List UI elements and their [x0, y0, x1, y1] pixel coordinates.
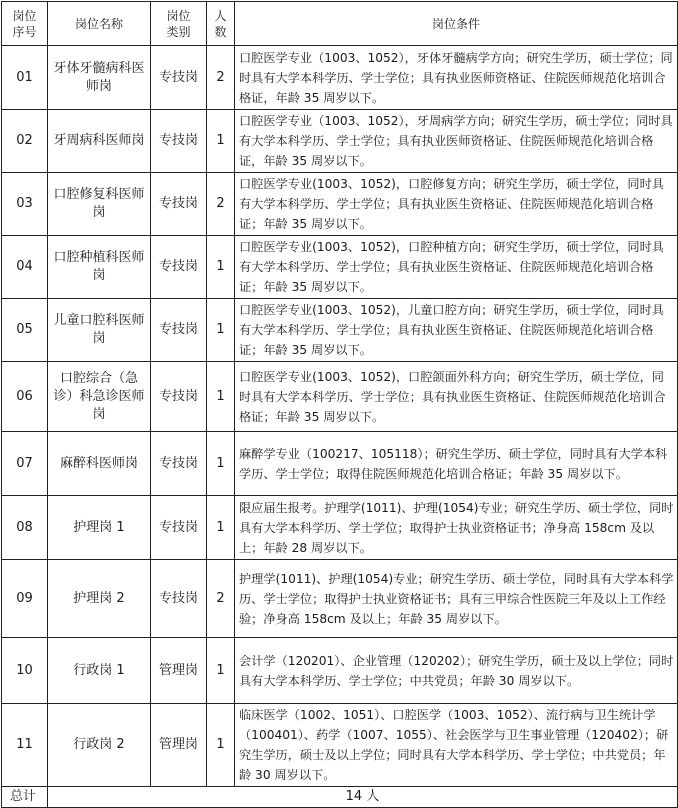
table-row	[2, 173, 678, 236]
row-conditions: 临床医学（1002、1051）、口腔医学（1003、1052）、流行病与卫生统计学（100401）、药学（1007、1055）、社会医学与卫生事业管理（120402）；研究生学历，硕士及以上学位；同时具有大学本科学历、学士学位；中共党员；年龄 30 周岁以下。	[235, 704, 678, 787]
row-type: 管理岗	[151, 704, 207, 787]
row-name: 口腔修复科医师岗	[48, 173, 151, 236]
total-label: 总计	[2, 787, 48, 808]
row-count: 1	[207, 362, 235, 432]
row-type: 专技岗	[151, 299, 207, 362]
table-row	[2, 236, 678, 299]
header-name: 岗位名称	[48, 2, 151, 46]
row-name: 牙周病科医师岗	[48, 110, 151, 173]
total-row	[2, 787, 678, 808]
row-count: 1	[207, 432, 235, 496]
row-name: 麻醉科医师岗	[48, 432, 151, 496]
row-count: 1	[207, 236, 235, 299]
header-count-line2: 数	[214, 24, 227, 39]
row-name: 牙体牙髓病科医师岗	[48, 46, 151, 110]
recruitment-table	[1, 1, 678, 808]
row-seq: 11	[2, 704, 48, 787]
row-seq: 09	[2, 560, 48, 638]
row-type: 专技岗	[151, 362, 207, 432]
table-body	[2, 46, 678, 787]
row-seq: 03	[2, 173, 48, 236]
header-count-line1: 人	[214, 8, 227, 23]
row-type: 专技岗	[151, 496, 207, 560]
table-row	[2, 560, 678, 638]
row-conditions: 口腔医学专业(1003、1052)，口腔种植方向；研究生学历，硕士学位，同时具有大学本科学历、学士学位；具有执业医生资格证、住院医师规范化培训合格证；年龄 35 周岁以下。	[235, 236, 678, 299]
row-seq: 07	[2, 432, 48, 496]
table-row	[2, 362, 678, 432]
row-seq: 01	[2, 46, 48, 110]
row-conditions: 限应届生报考。护理学(1011)、护理(1054)专业；研究生学历、硕士学位，同时具有大学本科学历、学士学位；取得护士执业资格证书；净身高 158cm 及以上；年龄 28 周岁以下。	[235, 496, 678, 560]
row-count: 1	[207, 638, 235, 704]
row-count: 1	[207, 110, 235, 173]
row-name: 护理岗 1	[48, 496, 151, 560]
row-name: 行政岗 1	[48, 638, 151, 704]
row-seq: 04	[2, 236, 48, 299]
row-name: 行政岗 2	[48, 704, 151, 787]
header-row	[2, 2, 678, 46]
table-row	[2, 110, 678, 173]
row-type: 管理岗	[151, 638, 207, 704]
row-count: 2	[207, 46, 235, 110]
header-seq-line1: 岗位	[12, 8, 37, 23]
table-row	[2, 432, 678, 496]
row-conditions: 口腔医学专业（1003、1052），牙周病学方向；研究生学历，硕士学位；同时具有大学本科学历、学士学位；具有执业医师资格证、住院医师规范化培训合格证，年龄 35 周岁以下。	[235, 110, 678, 173]
header-count	[207, 2, 235, 46]
header-conditions: 岗位条件	[235, 2, 678, 46]
table-row	[2, 496, 678, 560]
row-type: 专技岗	[151, 560, 207, 638]
row-conditions: 口腔医学专业(1003、1052)，儿童口腔方向；研究生学历，硕士学位，同时具有大学本科学历、学士学位；具有执业医生资格证、住院医师规范化培训合格证；年龄 35 周岁以下。	[235, 299, 678, 362]
row-conditions: 会计学（120201）、企业管理（120202）；研究生学历，硕士及以上学位；同时具有大学本科学历、学士学位；中共党员；年龄 30 周岁以下。	[235, 638, 678, 704]
header-type-line1: 岗位	[166, 8, 191, 23]
row-conditions: 护理学(1011)、护理(1054)专业；研究生学历、硕士学位，同时具有大学本科学历、学士学位；取得护士执业资格证书；具有三甲综合性医院三年及以上工作经验；净身高 158cm 及以上；年龄 35 周岁以下。	[235, 560, 678, 638]
row-seq: 05	[2, 299, 48, 362]
total-value: 14 人	[48, 787, 678, 808]
table-row	[2, 704, 678, 787]
row-name: 口腔种植科医师岗	[48, 236, 151, 299]
row-seq: 06	[2, 362, 48, 432]
row-conditions: 麻醉学专业（100217、105118）；研究生学历、硕士学位，同时具有大学本科学历、学士学位；取得住院医师规范化培训合格证；年龄 35 周岁以下。	[235, 432, 678, 496]
row-type: 专技岗	[151, 110, 207, 173]
row-name: 儿童口腔科医师岗	[48, 299, 151, 362]
header-type-line2: 类别	[166, 24, 191, 39]
row-seq: 02	[2, 110, 48, 173]
header-type	[151, 2, 207, 46]
header-seq	[2, 2, 48, 46]
row-type: 专技岗	[151, 46, 207, 110]
row-conditions: 口腔医学专业(1003、1052)，口腔颌面外科方向；研究生学历，硕士学位，同时具有大学本科学历、学士学位；具有执业医生资格证、住院医师规范化培训合格证；年龄 35 周岁以下。	[235, 362, 678, 432]
row-seq: 10	[2, 638, 48, 704]
row-count: 1	[207, 496, 235, 560]
row-name: 护理岗 2	[48, 560, 151, 638]
row-type: 专技岗	[151, 236, 207, 299]
header-seq-line2: 序号	[12, 24, 37, 39]
row-count: 2	[207, 560, 235, 638]
table-row	[2, 46, 678, 110]
row-name: 口腔综合（急诊）科急诊医师岗	[48, 362, 151, 432]
row-count: 1	[207, 299, 235, 362]
row-count: 2	[207, 173, 235, 236]
table-row	[2, 638, 678, 704]
row-seq: 08	[2, 496, 48, 560]
row-type: 专技岗	[151, 432, 207, 496]
row-conditions: 口腔医学专业(1003、1052)，口腔修复方向；研究生学历，硕士学位，同时具有大学本科学历、学士学位；具有执业医生资格证、住院医师规范化培训合格证；年龄 35 周岁以下。	[235, 173, 678, 236]
row-count: 1	[207, 704, 235, 787]
row-type: 专技岗	[151, 173, 207, 236]
table-row	[2, 299, 678, 362]
row-conditions: 口腔医学专业（1003、1052），牙体牙髓病学方向；研究生学历，硕士学位；同时具有大学本科学历、学士学位；具有执业医师资格证、住院医师规范化培训合格证，年龄 35 周岁以下。	[235, 46, 678, 110]
